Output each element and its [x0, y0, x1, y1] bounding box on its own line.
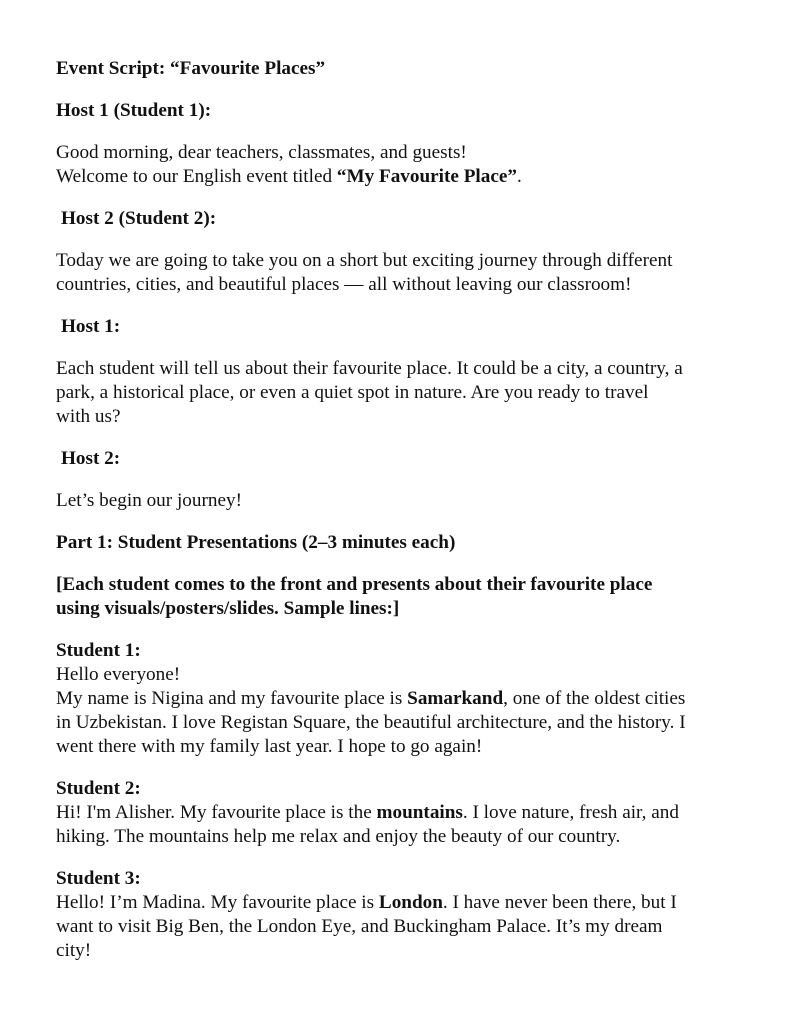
heading-host1: Host 1:	[61, 316, 121, 337]
heading-host2: Host 2:	[61, 448, 121, 469]
student3-line-3: city!	[56, 940, 92, 961]
student3-line-1	[56, 891, 760, 915]
heading-host2-student2: Host 2 (Student 2):	[61, 208, 217, 229]
student1-line-4: went there with my family last year. I hope to go again!	[56, 736, 483, 757]
intro-line-2-end: .	[516, 166, 522, 187]
heading-student2: Student 2:	[56, 778, 141, 799]
student1-line-1: Hello everyone!	[56, 664, 181, 685]
intro-line-2	[56, 165, 760, 189]
host1-line-2: park, a historical place, or even a quiet spot in nature. Are you ready to travel	[56, 382, 649, 403]
host1-line-3: with us?	[56, 406, 121, 427]
document-title: Event Script: “Favourite Places”	[56, 58, 326, 79]
mountains-emphasis: mountains	[376, 802, 463, 823]
instruction-line-2: using visuals/posters/slides. Sample lines:]	[56, 598, 400, 619]
host1-line-1: Each student will tell us about their favourite place. It could be a city, a country, a	[56, 358, 683, 379]
student1-line-2	[56, 687, 760, 711]
student3-line-1-end: . I have never been there, but I	[442, 892, 677, 913]
london-emphasis: London	[378, 892, 443, 913]
heading-student3: Student 3:	[56, 868, 141, 889]
intro-line-2-text: Welcome to our English event titled	[56, 166, 337, 187]
samarkand-emphasis: Samarkand	[407, 688, 504, 709]
heading-part1: Part 1: Student Presentations (2–3 minutes each)	[56, 532, 456, 553]
student3-line-1-text: Hello! I’m Madina. My favourite place is	[56, 892, 379, 913]
student3-line-2: want to visit Big Ben, the London Eye, and Buckingham Palace. It’s my dream	[56, 916, 663, 937]
student1-line-2-text: My name is Nigina and my favourite place is	[56, 688, 408, 709]
student2-line-2: hiking. The mountains help me relax and enjoy the beauty of our country.	[56, 826, 621, 847]
host2-line-1: Today we are going to take you on a short but exciting journey through different	[56, 250, 673, 271]
host2b-line-1: Let’s begin our journey!	[56, 490, 242, 511]
student2-line-1-end: . I love nature, fresh air, and	[462, 802, 679, 823]
student1-line-2-end: , one of the oldest cities	[503, 688, 686, 709]
student2-line-1	[56, 801, 760, 825]
student1-line-3: in Uzbekistan. I love Registan Square, the beautiful architecture, and the history. I	[56, 712, 686, 733]
heading-host1-student1: Host 1 (Student 1):	[56, 100, 212, 121]
event-title-emphasis: “My Favourite Place”	[336, 166, 517, 187]
intro-line-1: Good morning, dear teachers, classmates, and guests!	[56, 142, 467, 163]
host2-line-2: countries, cities, and beautiful places — all without leaving our classroom!	[56, 274, 632, 295]
student2-line-1-text: Hi! I'm Alisher. My favourite place is the	[56, 802, 377, 823]
heading-student1: Student 1:	[56, 640, 141, 661]
instruction-line-1: [Each student comes to the front and presents about their favourite place	[56, 574, 653, 595]
